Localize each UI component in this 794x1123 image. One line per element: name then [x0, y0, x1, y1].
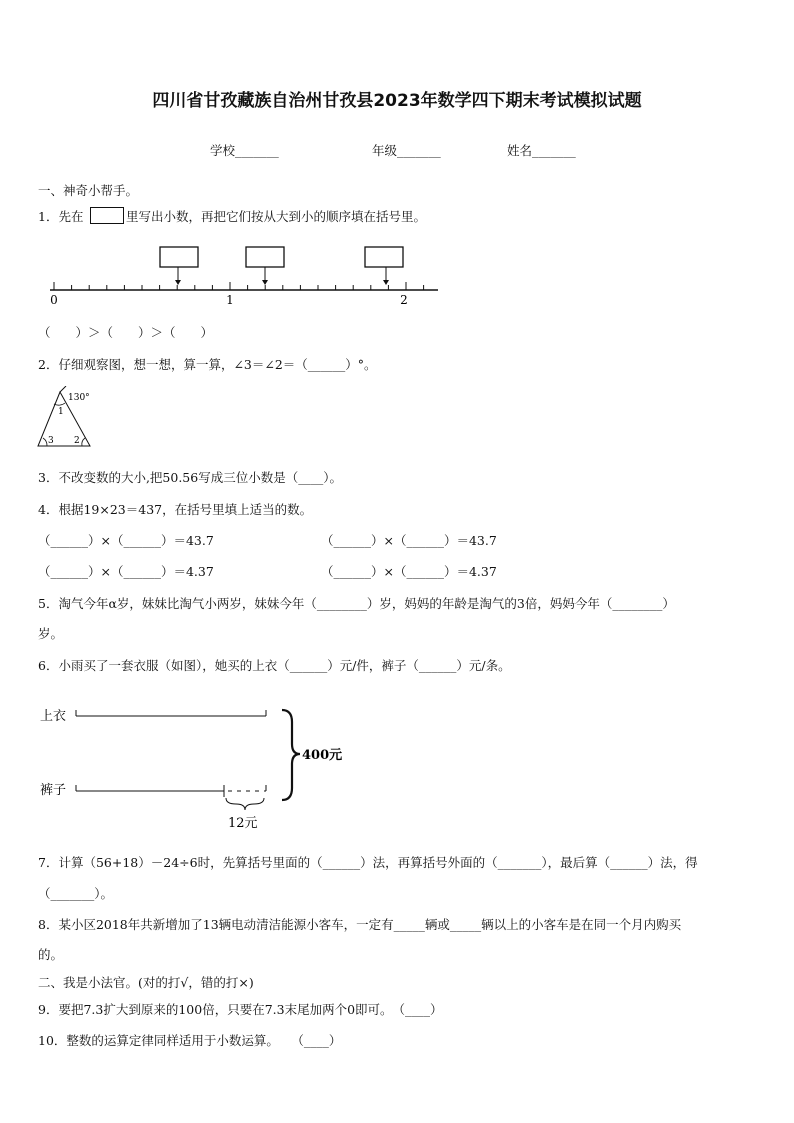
q5-line1: 5．淘气今年α岁，妹妹比淘气小两岁，妹妹今年（________）岁，妈妈的年龄是淘气的3倍，妈妈今年（________） — [38, 596, 675, 611]
q7-line2: （_______）。 — [38, 886, 114, 901]
clothes-bar-diagram — [38, 700, 358, 835]
q1-instruction: 里写出小数，再把它们按从大到小的顺序填在括号里。 — [126, 209, 427, 224]
angle-3-label: 3 — [48, 436, 54, 446]
total-label: 400元 — [302, 748, 343, 763]
q8-line1: 8．某小区2018年共新增加了13辆电动清洁能源小客车，一定有_____辆或_____辆以上的小客车是在同一个月内购买 — [38, 917, 682, 932]
q1-answer-box-sample — [90, 207, 124, 224]
difference-label: 12元 — [228, 816, 258, 831]
tick-label-1: 1 — [226, 293, 234, 306]
name-field[interactable]: 姓名_______ — [507, 143, 576, 158]
angle-130-label: 130° — [68, 393, 90, 403]
pants-label: 裤子 — [40, 783, 67, 798]
section-1-heading: 一、神奇小帮手。 — [38, 183, 139, 198]
q4-row2-right[interactable]: （______）×（______）＝4.37 — [321, 564, 497, 579]
q1-prefix: 1．先在 — [38, 209, 84, 224]
q4-row1-right[interactable]: （______）×（______）＝43.7 — [321, 533, 497, 548]
angle-2-label: 2 — [74, 436, 80, 446]
q1-order-row[interactable]: （ ）＞（ ）＞（ ） — [38, 325, 214, 340]
number-line-box-1 — [160, 247, 198, 267]
school-field[interactable]: 学校_______ — [210, 143, 279, 158]
difference-brace — [226, 798, 264, 810]
angle-1-label: 1 — [58, 407, 64, 417]
q9-text: 9．要把7.3扩大到原来的100倍，只要在7.3末尾加两个0即可。 （____） — [38, 1002, 443, 1017]
page-title: 四川省甘孜藏族自治州甘孜县2023年数学四下期末考试模拟试题 — [152, 91, 642, 111]
grade-field[interactable]: 年级_______ — [372, 143, 441, 158]
number-line — [50, 247, 438, 290]
q7-line1: 7．计算（56+18）－24÷6时，先算括号里面的（______）法，再算括号外面的（_______），最后算（______）法，得 — [38, 855, 698, 870]
jacket-label: 上衣 — [40, 709, 67, 724]
q4-row1-left[interactable]: （______）×（______）＝43.7 — [38, 533, 214, 548]
q6-text: 6．小雨买了一套衣服（如图），她买的上衣（______）元/件，裤子（______）元/条。 — [38, 658, 511, 673]
number-line-box-3 — [365, 247, 403, 267]
q4-text: 4．根据19×23＝437，在括号里填上适当的数。 — [38, 502, 313, 517]
q2-text: 2．仔细观察图，想一想，算一算，∠3＝∠2＝（______）°。 — [38, 357, 377, 372]
q4-row2-left[interactable]: （______）×（______）＝4.37 — [38, 564, 214, 579]
number-line-box-2 — [246, 247, 284, 267]
tick-label-2: 2 — [400, 293, 408, 306]
q3-text: 3．不改变数的大小,把50.56写成三位小数是（____）。 — [38, 470, 342, 485]
q8-line2: 的。 — [38, 947, 64, 962]
triangle-figure — [34, 386, 114, 452]
q5-line2: 岁。 — [38, 626, 64, 641]
q10-text: 10．整数的运算定律同样适用于小数运算。 （____） — [38, 1033, 342, 1048]
number-line-figure — [40, 244, 450, 306]
tick-label-0: 0 — [50, 293, 58, 306]
total-brace — [282, 710, 300, 800]
section-2-heading: 二、我是小法官。(对的打√，错的打×) — [38, 975, 254, 990]
